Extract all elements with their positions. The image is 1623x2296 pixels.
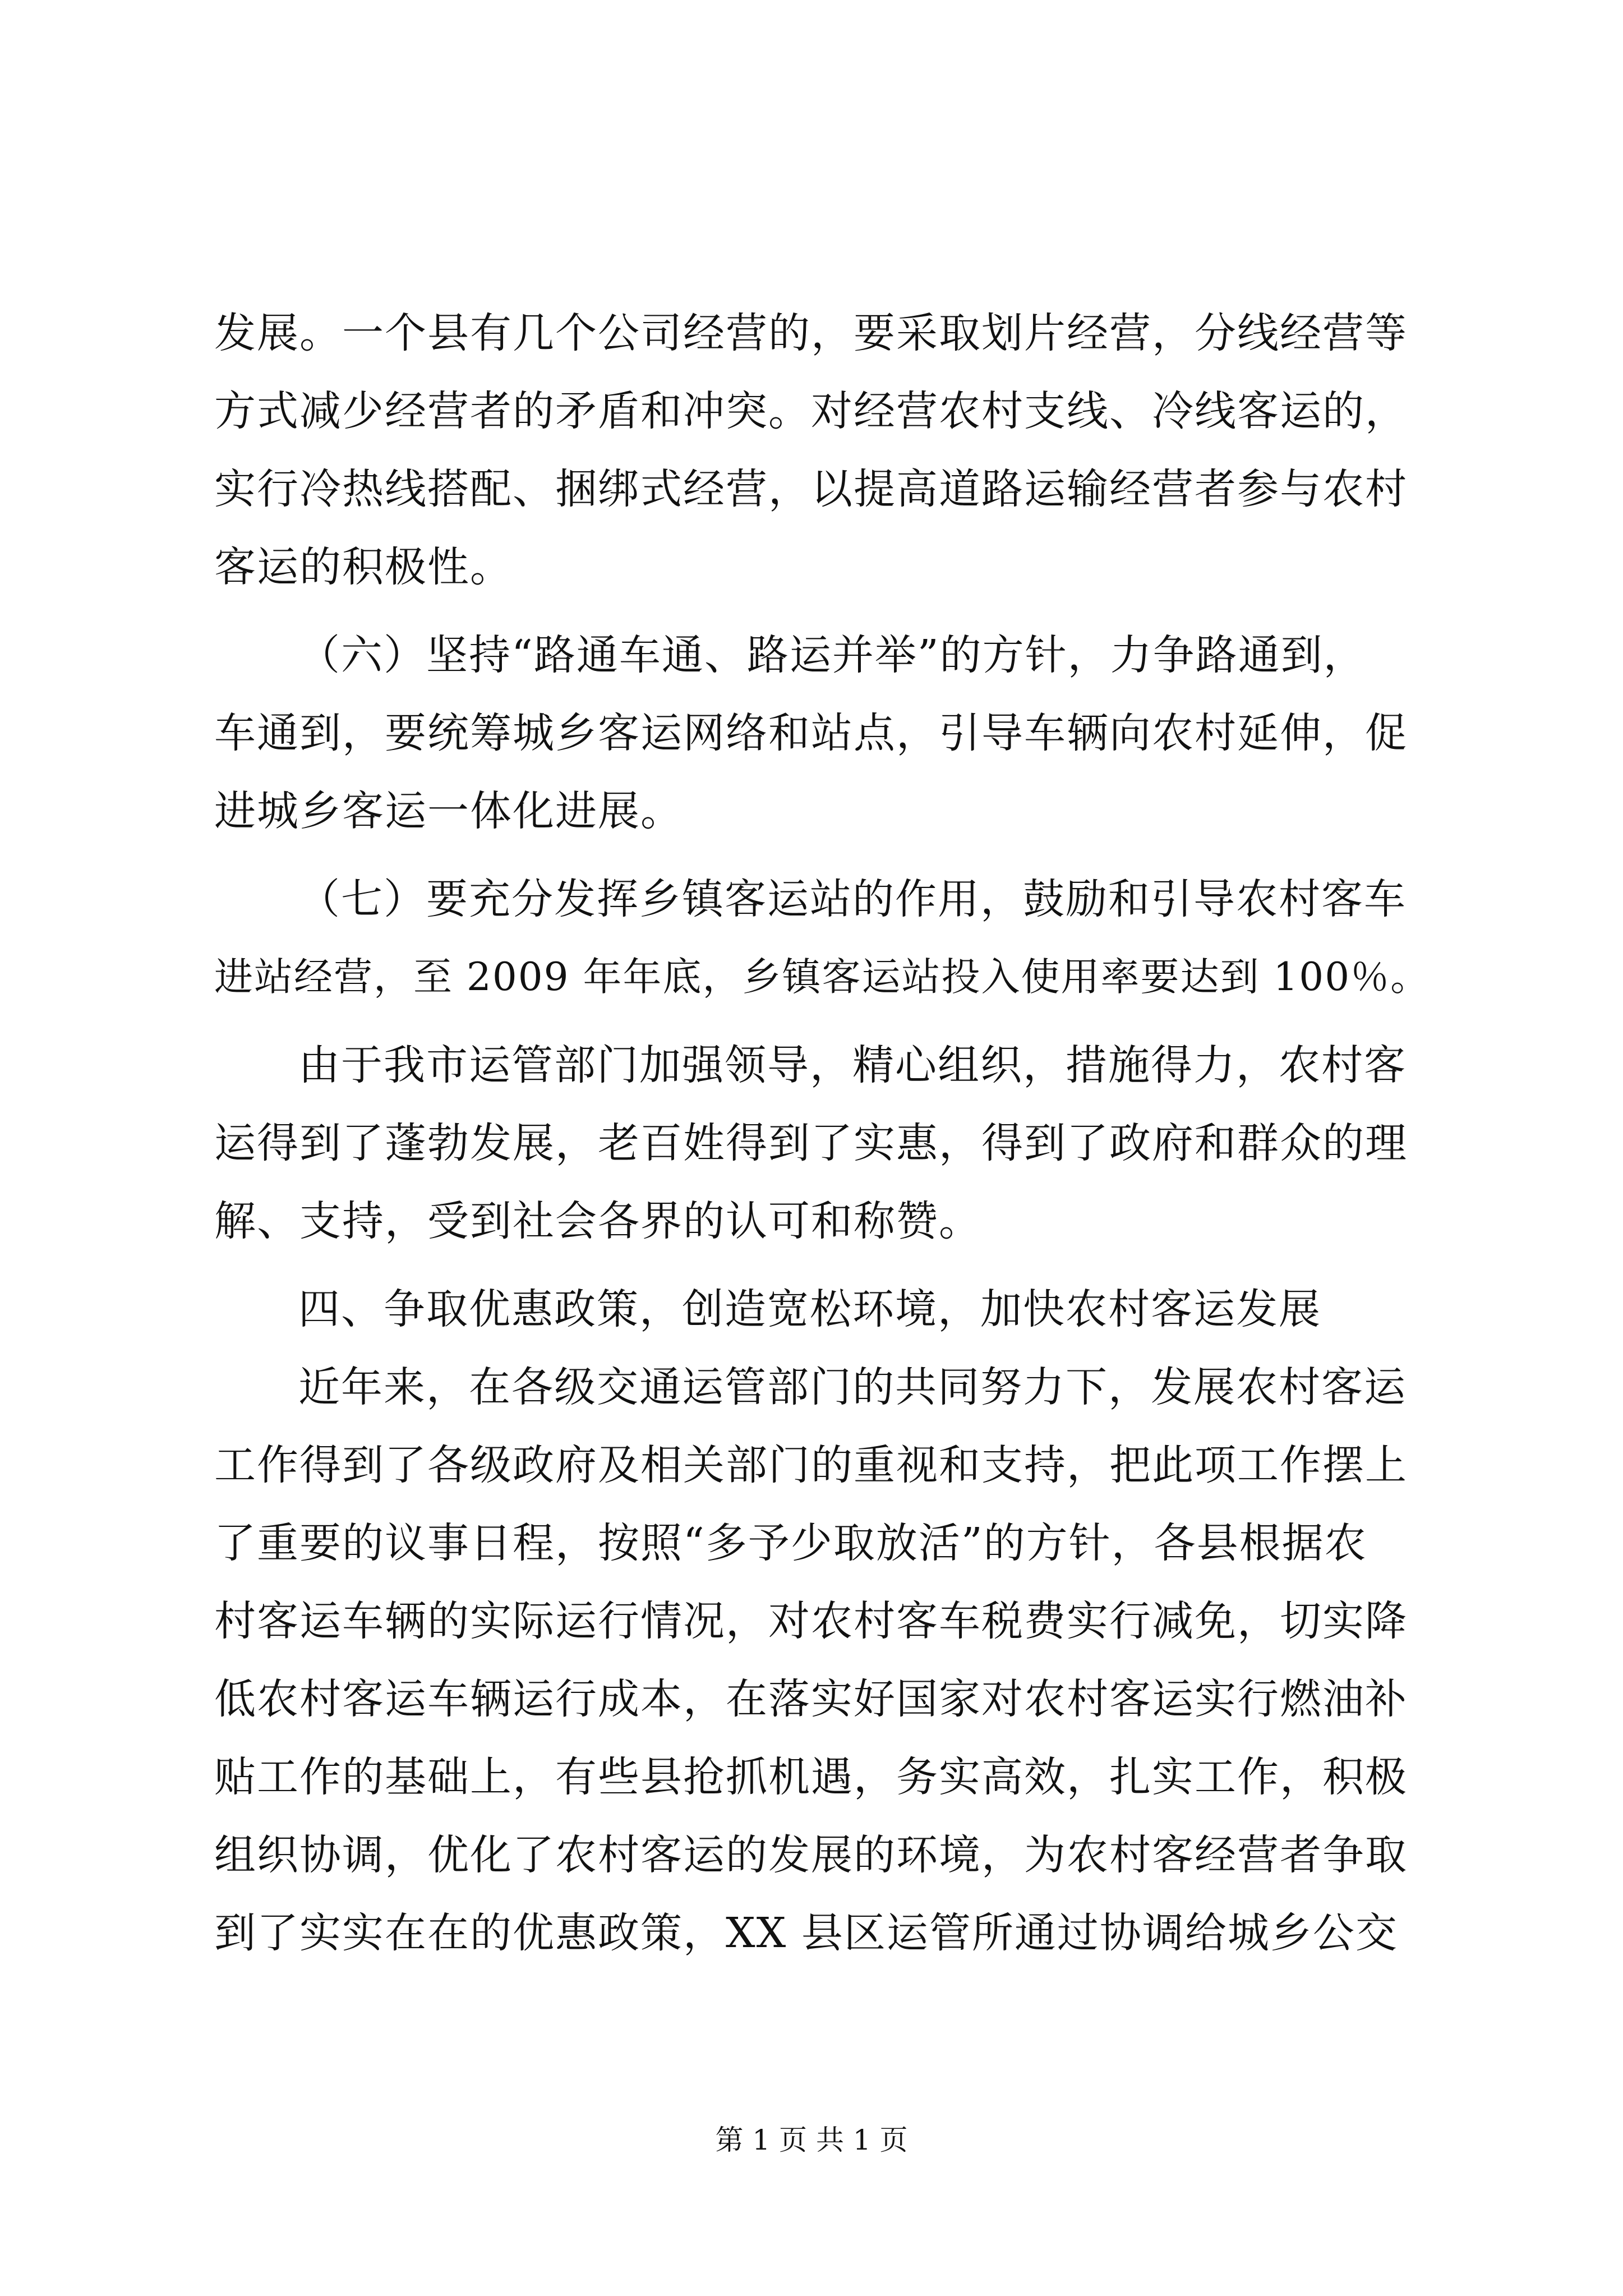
- body-text-line: 发展。一个县有几个公司经营的，要采取划片经营，分线经营等: [214, 309, 1408, 357]
- body-text-line: 进城乡客运一体化进展。: [214, 787, 683, 835]
- body-text-line: 进站经营，至 2009 年年底，乡镇客运站投入使用率要达到 100％。: [214, 955, 1431, 1000]
- body-text-line: 解、支持，受到社会各界的认可和称赞。: [214, 1197, 981, 1245]
- body-text-line: 车通到，要统筹城乡客运网络和站点，引导车辆向农村延伸，促: [214, 709, 1408, 757]
- page-footer: 第 1 页 共 1 页: [715, 2124, 908, 2156]
- body-text-line: 到了实实在在的优惠政策，XX 县区运管所通过协调给城乡公交: [214, 1909, 1398, 1957]
- body-text-line: （七）要充分发挥乡镇客运站的作用，鼓励和引导农村客车: [298, 875, 1407, 923]
- section-heading: 四、争取优惠政策，创造宽松环境，加快农村客运发展: [298, 1285, 1321, 1333]
- body-text-line: 组织协调，优化了农村客运的发展的环境，为农村客经营者争取: [214, 1831, 1408, 1879]
- body-text-line: 客运的积极性。: [214, 543, 513, 591]
- body-text-line: 低农村客运车辆运行成本，在落实好国家对农村客运实行燃油补: [214, 1675, 1408, 1723]
- body-text-line: 运得到了蓬勃发展，老百姓得到了实惠，得到了政府和群众的理: [214, 1119, 1408, 1167]
- body-text-line: 了重要的议事日程，按照“多予少取放活”的方针，各县根据农: [214, 1519, 1367, 1567]
- body-text-line: 近年来，在各级交通运管部门的共同努力下，发展农村客运: [298, 1363, 1407, 1411]
- body-text-line: 村客运车辆的实际运行情况，对农村客车税费实行减免，切实降: [214, 1597, 1408, 1645]
- body-text-line: 由于我市运管部门加强领导，精心组织，措施得力，农村客: [298, 1041, 1407, 1089]
- body-text-line: 工作得到了各级政府及相关部门的重视和支持，把此项工作摆上: [214, 1441, 1408, 1489]
- body-text-line: 方式减少经营者的矛盾和冲突。对经营农村支线、冷线客运的，: [214, 387, 1408, 435]
- body-text-line: 实行冷热线搭配、捆绑式经营，以提高道路运输经营者参与农村: [214, 465, 1408, 513]
- body-text-line: 贴工作的基础上，有些县抢抓机遇，务实高效，扎实工作，积极: [214, 1753, 1408, 1801]
- body-text-line: （六）坚持“路通车通、路运并举”的方针，力争路通到，: [298, 631, 1366, 679]
